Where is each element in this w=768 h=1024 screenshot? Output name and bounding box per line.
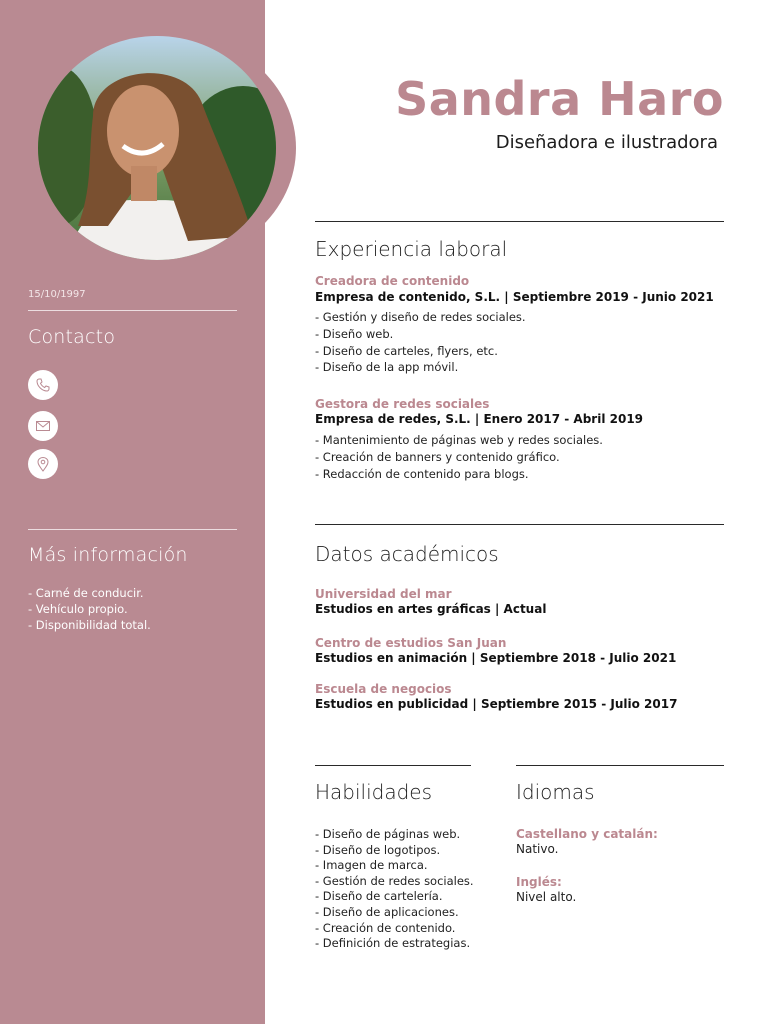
list-item: - Diseño de aplicaciones. (315, 904, 459, 919)
job-company: Empresa de contenido, S.L. | Septiembre 2019 - Junio 2021 (315, 290, 714, 304)
list-item: - Gestión y diseño de redes sociales. (315, 310, 526, 324)
school-name: Universidad del mar (315, 587, 452, 601)
job-tasks (315, 309, 526, 376)
mail-icon[interactable] (28, 411, 58, 441)
list-item: - Creación de contenido. (315, 920, 456, 935)
school-detail: Estudios en artes gráficas | Actual (315, 602, 547, 616)
experience-heading: Experiencia laboral (315, 237, 508, 261)
list-item: - Diseño web. (315, 326, 394, 341)
language-name: Inglés: (516, 875, 562, 889)
languages-heading: Idiomas (516, 780, 595, 804)
list-item: - Imagen de marca. (315, 858, 428, 873)
phone-icon[interactable] (28, 370, 58, 400)
location-pin-icon[interactable] (28, 449, 58, 479)
list-item: - Diseño de cartelería. (315, 889, 443, 904)
language-level: Nivel alto. (516, 890, 577, 904)
list-item: - Gestión de redes sociales. (315, 873, 474, 888)
list-item: - Definición de estrategias. (315, 936, 471, 951)
list-item: - Diseño de carteles, flyers, etc. (315, 343, 498, 358)
job-company: Empresa de redes, S.L. | Enero 2017 - Abril 2019 (315, 412, 644, 426)
more-info-list (28, 585, 151, 633)
skills-heading: Habilidades (315, 780, 433, 804)
school-detail: Estudios en animación | Septiembre 2018 - Julio 2021 (315, 651, 677, 665)
list-item: - Vehículo propio. (28, 602, 128, 616)
school-name: Centro de estudios San Juan (315, 636, 507, 650)
list-item: - Diseño de la app móvil. (315, 360, 459, 375)
contact-heading: Contacto (28, 326, 116, 348)
person-name: Sandra Haro (395, 72, 724, 126)
list-item: - Diseño de páginas web. (315, 827, 461, 841)
list-item: - Mantenimiento de páginas web y redes sociales. (315, 433, 603, 447)
job-title: Gestora de redes sociales (315, 397, 490, 411)
school-name: Escuela de negocios (315, 682, 452, 696)
divider (28, 310, 237, 311)
person-role: Diseñadora e ilustradora (495, 132, 718, 153)
divider (28, 529, 237, 530)
more-info-heading: Más información (28, 544, 188, 566)
divider (315, 765, 471, 766)
skills-list (315, 827, 474, 952)
list-item: - Diseño de logotipos. (315, 842, 441, 857)
profile-photo (38, 36, 276, 260)
language-level: Nativo. (516, 842, 559, 856)
list-item: - Creación de banners y contenido gráfico. (315, 449, 560, 464)
education-heading: Datos académicos (315, 542, 499, 566)
birth-date: 15/10/1997 (28, 289, 86, 300)
job-title: Creadora de contenido (315, 274, 470, 288)
job-tasks (315, 432, 603, 482)
language-name: Castellano y catalán: (516, 827, 658, 841)
school-detail: Estudios en publicidad | Septiembre 2015 - Julio 2017 (315, 697, 678, 711)
list-item: - Redacción de contenido para blogs. (315, 466, 529, 481)
list-item: - Carné de conducir. (28, 586, 144, 600)
divider (315, 221, 724, 222)
list-item: - Disponibilidad total. (28, 618, 151, 632)
divider (516, 765, 724, 766)
divider (315, 524, 724, 525)
